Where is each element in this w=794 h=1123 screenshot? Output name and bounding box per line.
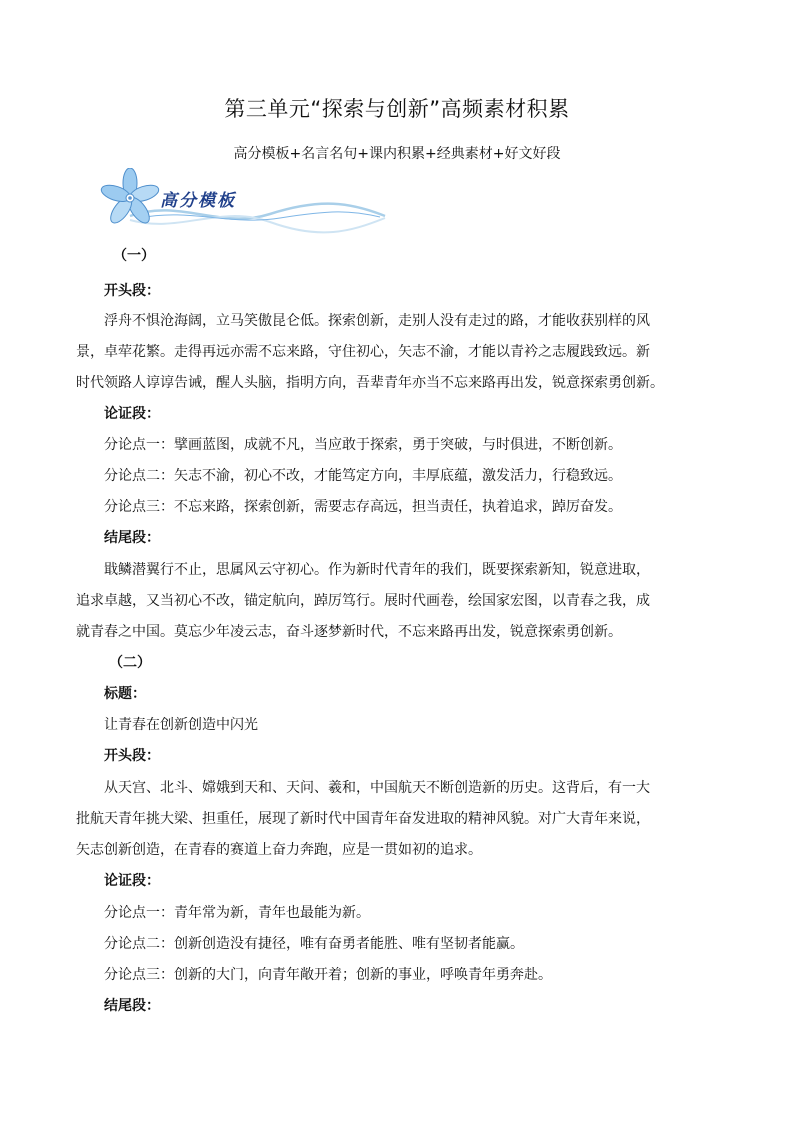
- section-1-opening-heading: 开头段：: [104, 283, 160, 299]
- section-1-opening-line: 时代领路人谆谆告诫，醒人头脑，指明方向，吾辈青年亦当不忘来路再出发，锐意探索勇创新。: [76, 375, 664, 391]
- section-1-ending-line: 戢鳞潜翼行不止，思属风云守初心。作为新时代青年的我们，既要探索新知，锐意进取，: [104, 562, 650, 578]
- section-1-argument-point: 分论点二：矢志不渝，初心不改，才能笃定方向，丰厚底蕴，激发活力，行稳致远。: [104, 468, 622, 484]
- section-2-argument-point: 分论点二：创新创造没有捷径，唯有奋勇者能胜、唯有坚韧者能赢。: [104, 936, 524, 952]
- section-2-opening-heading: 开头段：: [104, 748, 160, 764]
- page-title: 第三单元“探索与创新”高频素材积累: [224, 97, 570, 121]
- section-1-opening-line: 景，卓荦花繁。走得再远亦需不忘来路，守住初心，矢志不渝，才能以青衿之志履践致远。新: [76, 344, 650, 360]
- section-1-argument-heading: 论证段：: [104, 406, 160, 422]
- section-1-ending-line: 追求卓越，又当初心不改，锚定航向，踔厉笃行。展时代画卷，绘国家宏图，以青春之我，成: [76, 593, 650, 609]
- section-1-ending-heading: 结尾段：: [104, 530, 160, 546]
- section-banner: [100, 168, 400, 238]
- banner-label: 高分模板: [160, 191, 236, 211]
- section-1-argument-point: 分论点三：不忘来路，探索创新，需要志存高远，担当责任，执着追求，踔厉奋发。: [104, 499, 622, 515]
- section-1-ending-line: 就青春之中国。莫忘少年凌云志，奋斗逐梦新时代，不忘来路再出发，锐意探索勇创新。: [76, 624, 622, 640]
- section-2-title-text: 让青春在创新创造中闪光: [104, 717, 258, 733]
- section-1-argument-point: 分论点一：擘画蓝图，成就不凡，当应敢于探索，勇于突破，与时俱进，不断创新。: [104, 437, 622, 453]
- section-2-argument-heading: 论证段：: [104, 873, 160, 889]
- section-2-opening-line: 从天宫、北斗、嫦娥到天和、天问、羲和，中国航天不断创造新的历史。这背后，有一大: [104, 780, 650, 796]
- flower-icon: [100, 168, 400, 238]
- section-2-argument-point: 分论点三：创新的大门，向青年敞开着；创新的事业，呼唤青年勇奔赴。: [104, 967, 552, 983]
- section-2-title-heading: 标题：: [104, 686, 146, 702]
- section-1-number: （一）: [113, 248, 155, 264]
- section-2-opening-line: 批航天青年挑大梁、担重任，展现了新时代中国青年奋发进取的精神风貌。对广大青年来说，: [76, 811, 650, 827]
- section-2-number: （二）: [109, 655, 151, 671]
- section-2-argument-point: 分论点一：青年常为新，青年也最能为新。: [104, 905, 370, 921]
- section-2-opening-line: 矢志创新创造，在青春的赛道上奋力奔跑，应是一贯如初的追求。: [76, 842, 482, 858]
- section-2-ending-heading: 结尾段：: [104, 998, 160, 1014]
- section-1-opening-line: 浮舟不惧沧海阔，立马笑傲昆仑低。探索创新，走别人没有走过的路，才能收获别样的风: [104, 313, 650, 329]
- page-subtitle: 高分模板+名言名句+课内积累+经典素材+好文好段: [233, 146, 561, 162]
